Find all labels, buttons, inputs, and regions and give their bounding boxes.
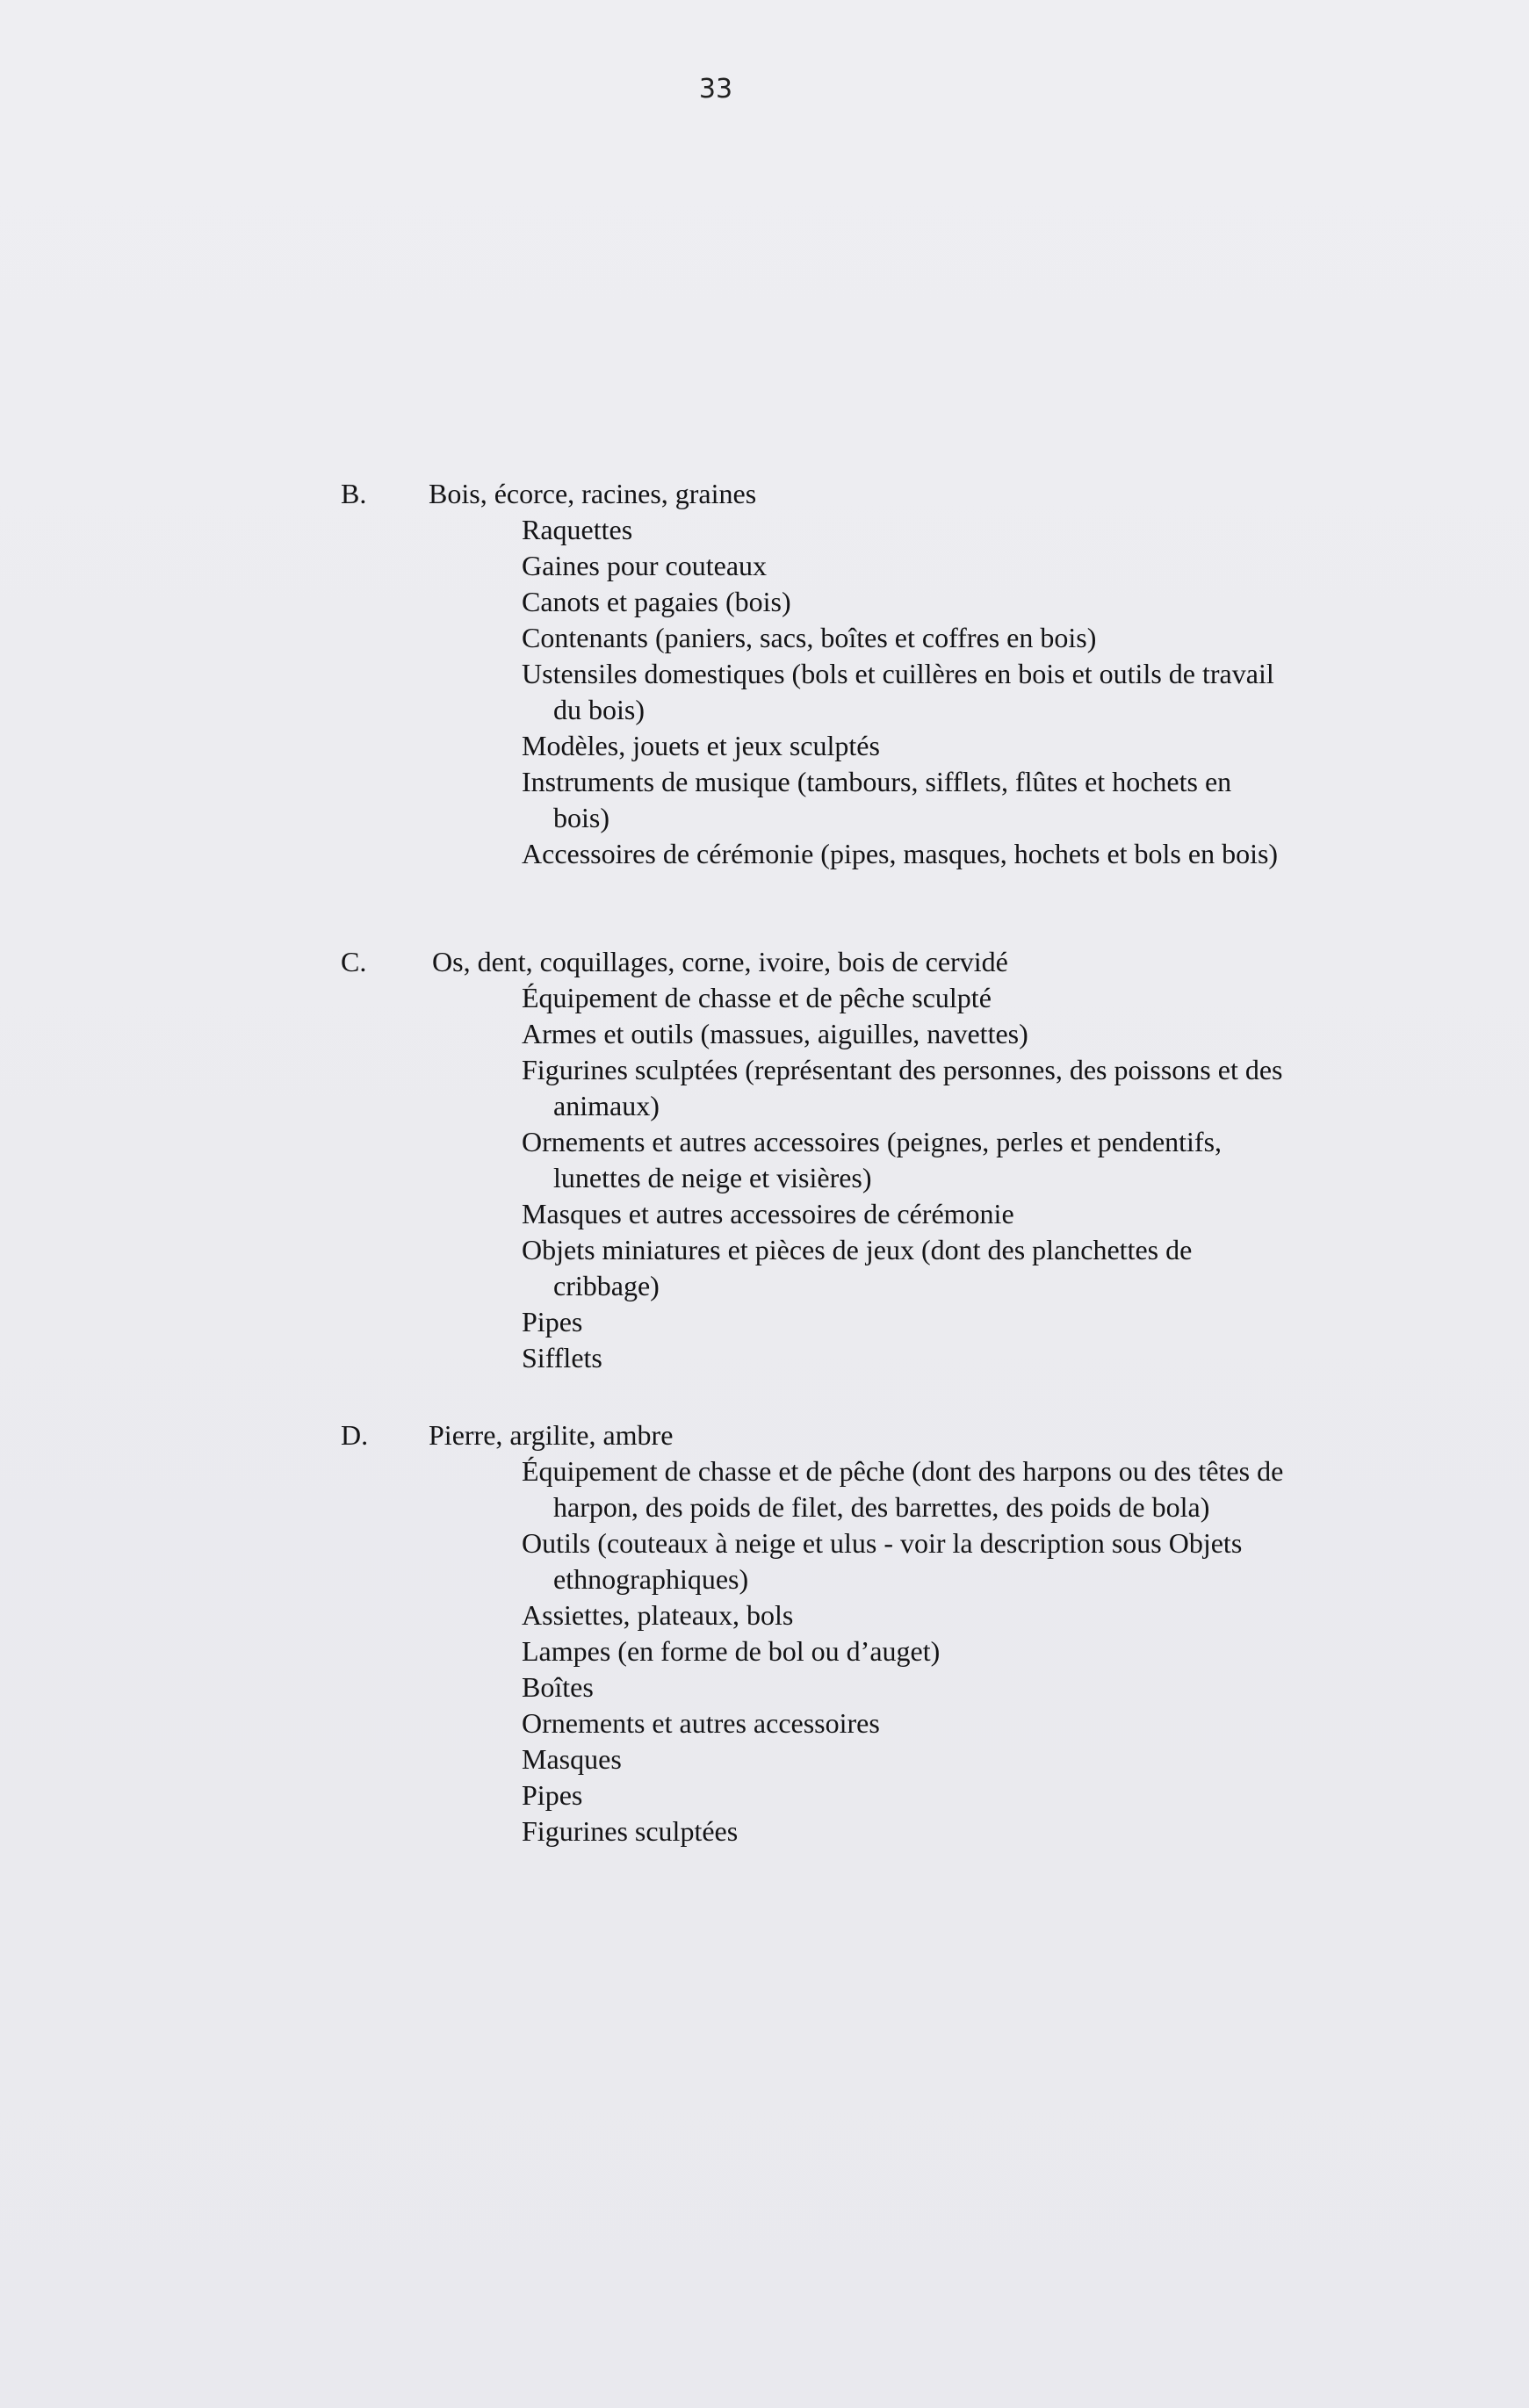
item-list	[0, 512, 1529, 872]
list-item: Raquettes	[522, 514, 633, 545]
section-heading	[0, 476, 1529, 512]
list-item: Ornements et autres accessoires (peignes, perles et pendentifs, lunettes de neige et visières)	[522, 1126, 1222, 1193]
list-item: Figurines sculptées	[522, 1815, 739, 1847]
list-item: Armes et outils (massues, aiguilles, navettes)	[522, 1018, 1028, 1049]
list-item: Assiettes, plateaux, bols	[522, 1599, 794, 1631]
section-title: Pierre, argilite, ambre	[429, 1419, 674, 1451]
list-item: Masques et autres accessoires de cérémonie	[522, 1198, 1014, 1229]
list-item: Boîtes	[522, 1671, 594, 1703]
section-title: Bois, écorce, racines, graines	[429, 478, 757, 509]
section-letter: B.	[341, 478, 367, 509]
item-list	[0, 1453, 1529, 1849]
list-item: Objets miniatures et pièces de jeux (dont des planchettes de cribbage)	[522, 1234, 1193, 1301]
section-letter: D.	[341, 1419, 369, 1451]
list-item: Modèles, jouets et jeux sculptés	[522, 730, 880, 761]
item-list	[0, 980, 1529, 1376]
list-item: Ustensiles domestiques (bols et cuillères en bois et outils de travail du bois)	[522, 658, 1274, 725]
list-item: Outils (couteaux à neige et ulus - voir la description sous Objets ethnographiques)	[522, 1527, 1243, 1595]
list-item: Pipes	[522, 1779, 583, 1811]
list-item: Ornements et autres accessoires	[522, 1707, 880, 1739]
page-number: 33	[698, 74, 733, 105]
section-heading	[0, 1417, 1529, 1453]
section-heading	[0, 944, 1529, 980]
section-letter: C.	[341, 946, 367, 977]
list-item: Instruments de musique (tambours, sifflets, flûtes et hochets en bois)	[522, 766, 1232, 833]
list-item: Lampes (en forme de bol ou d’auget)	[522, 1635, 941, 1667]
list-item: Gaines pour couteaux	[522, 550, 768, 581]
section-c	[0, 944, 1529, 1376]
list-item: Équipement de chasse et de pêche sculpté	[522, 982, 992, 1013]
list-item: Figurines sculptées (représentant des personnes, des poissons et des animaux)	[522, 1054, 1283, 1121]
list-item: Accessoires de cérémonie (pipes, masques, hochets et bols en bois)	[522, 838, 1279, 869]
list-item: Pipes	[522, 1306, 583, 1337]
section-title: Os, dent, coquillages, corne, ivoire, bois de cervidé	[432, 946, 1008, 977]
list-item: Masques	[522, 1743, 622, 1775]
list-item: Contenants (paniers, sacs, boîtes et coffres en bois)	[522, 622, 1097, 653]
list-item: Canots et pagaies (bois)	[522, 586, 791, 617]
list-item: Sifflets	[522, 1342, 602, 1373]
section-b	[0, 476, 1529, 872]
section-d	[0, 1417, 1529, 1849]
list-item: Équipement de chasse et de pêche (dont des harpons ou des têtes de harpon, des poids de filet, des barrettes, des poids de bola)	[522, 1455, 1284, 1523]
